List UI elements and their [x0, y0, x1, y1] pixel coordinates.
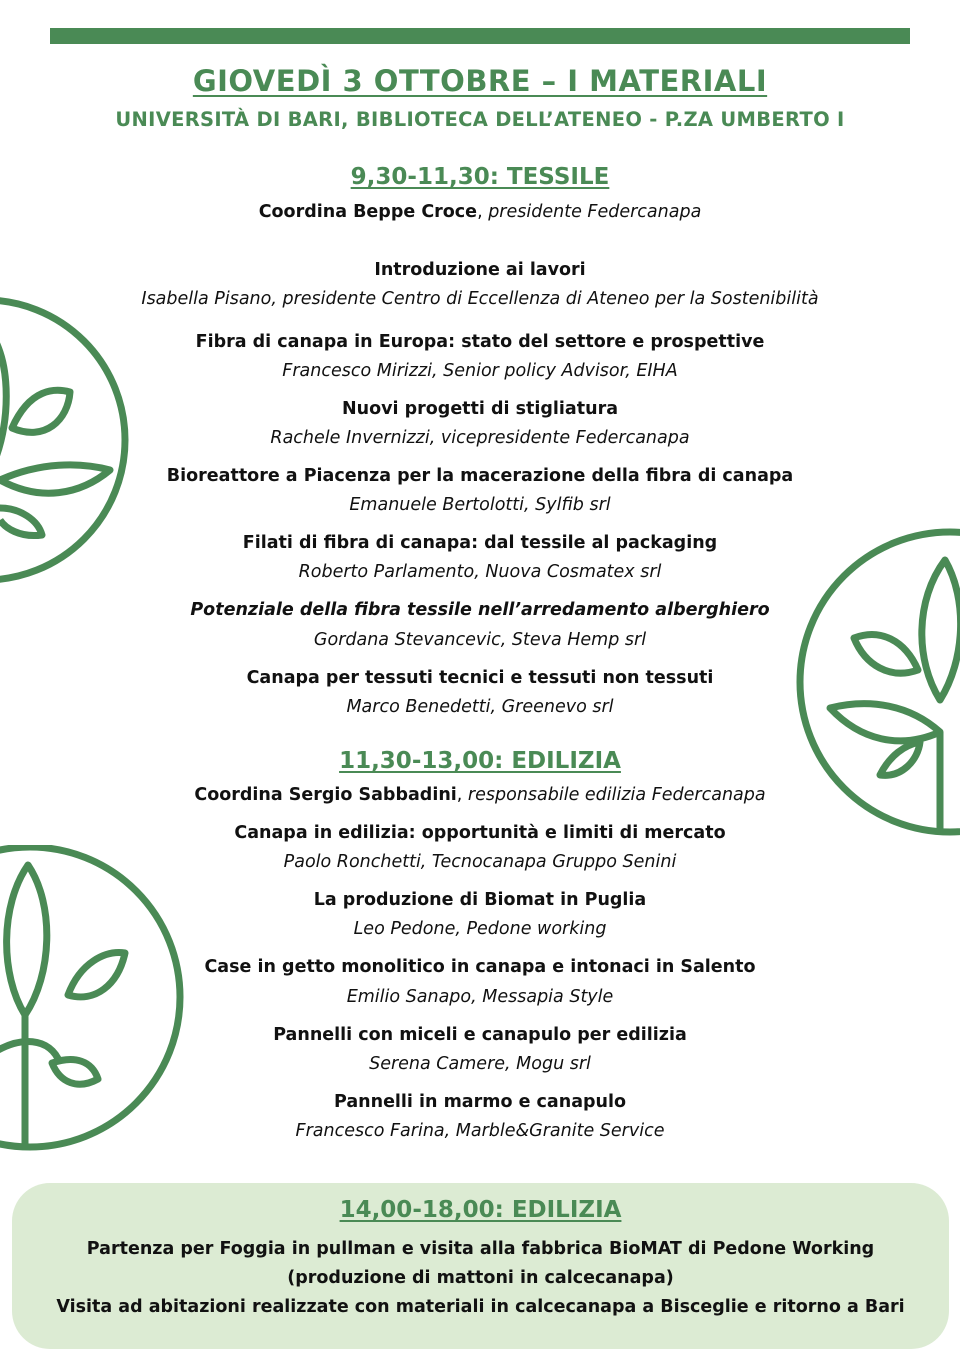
talk-speaker: Gordana Stevancevic, Steva Hemp srl [313, 630, 647, 650]
talk-speaker: Isabella Pisano, presidente Centro di Eccellenza di Ateneo per la Sostenibilità [141, 289, 819, 309]
talk-title: Case in getto monolitico in canapa e intonaci in Salento [204, 957, 756, 977]
section-heading-edilizia: 11,30-13,00: EDILIZIA [339, 748, 621, 774]
section-heading-tessile: 9,30-11,30: TESSILE [350, 164, 610, 190]
visit-line: (produzione di mattoni in calcecanapa) [287, 1268, 674, 1288]
talk-title: Fibra di canapa in Europa: stato del settore e prospettive [195, 332, 765, 352]
talk-title: Pannelli in marmo e canapulo [333, 1092, 627, 1112]
talk-speaker: Francesco Farina, Marble&Granite Service [295, 1121, 665, 1141]
talk-title: Potenziale della fibra tessile nell’arredamento alberghiero [190, 600, 770, 620]
coordinator-line: Coordina Sergio Sabbadini, responsabile edilizia Federcanapa [194, 785, 766, 805]
talk-title: Bioreattore a Piacenza per la macerazione della fibra di canapa [166, 466, 794, 486]
page-title: GIOVEDÌ 3 OTTOBRE – I MATERIALI [192, 64, 768, 98]
coordinator-role: responsabile edilizia Federcanapa [467, 785, 766, 805]
afternoon-visit-box [12, 1183, 949, 1349]
section-heading-visit: 14,00-18,00: EDILIZIA [339, 1197, 622, 1223]
coordinator-role: presidente Federcanapa [488, 202, 702, 222]
talk-title: Canapa in edilizia: opportunità e limiti di mercato [234, 823, 726, 843]
talk-title: Introduzione ai lavori [374, 260, 586, 280]
talk-speaker: Emanuele Bertolotti, Sylfib srl [349, 495, 611, 515]
talk-title: Nuovi progetti di stigliatura [341, 399, 619, 419]
talk-speaker: Emilio Sanapo, Messapia Style [346, 987, 614, 1007]
coordinator-line: Coordina Beppe Croce, presidente Federcanapa [258, 202, 702, 222]
visit-line: Partenza per Foggia in pullman e visita alla fabbrica BioMAT di Pedone Working [86, 1239, 875, 1259]
talk-speaker: Serena Camere, Mogu srl [369, 1054, 591, 1074]
venue-subtitle: UNIVERSITÀ DI BARI, BIBLIOTECA DELL’ATENEO - P.ZA UMBERTO I [115, 108, 845, 131]
top-accent-bar [50, 28, 910, 44]
coordinator-name: Coordina Beppe Croce [258, 202, 478, 222]
talk-speaker: Leo Pedone, Pedone working [353, 919, 607, 939]
talk-speaker: Roberto Parlamento, Nuova Cosmatex srl [298, 562, 662, 582]
visit-line: Visita ad abitazioni realizzate con materiali in calcecanapa a Bisceglie e ritorno a Bari [56, 1297, 905, 1317]
talk-speaker: Rachele Invernizzi, vicepresidente Federcanapa [270, 428, 690, 448]
talk-speaker: Francesco Mirizzi, Senior policy Advisor, EIHA [282, 361, 678, 381]
talk-speaker: Marco Benedetti, Greenevo srl [346, 697, 614, 717]
talk-speaker: Paolo Ronchetti, Tecnocanapa Gruppo Senini [283, 852, 677, 872]
talk-title: La produzione di Biomat in Puglia [313, 890, 647, 910]
coordinator-name: Coordina Sergio Sabbadini [194, 785, 457, 805]
talk-title: Canapa per tessuti tecnici e tessuti non tessuti [246, 668, 714, 688]
talk-title: Pannelli con miceli e canapulo per edilizia [273, 1025, 687, 1045]
talk-title: Filati di fibra di canapa: dal tessile al packaging [242, 533, 718, 553]
